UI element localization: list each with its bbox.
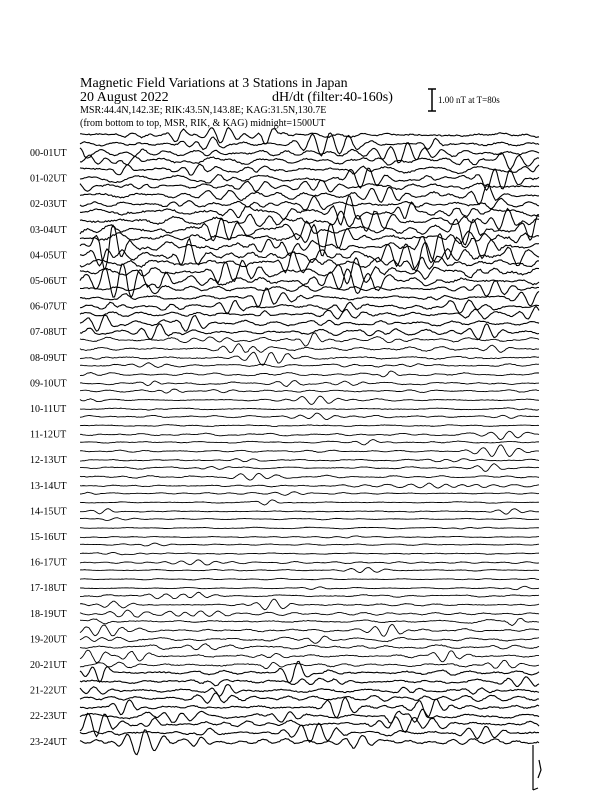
row-label-13-14UT: 13-14UT [30,480,67,492]
trace-KAG-00-01UT [80,128,539,144]
trace-RIK-13-14UT [80,473,539,480]
trace-KAG-15-16UT [80,518,539,521]
row-label-05-06UT: 05-06UT [30,276,67,287]
trace-RIK-16-17UT [80,552,539,554]
trace-MSR-15-16UT [80,536,539,538]
trace-KAG-16-17UT [80,543,539,546]
row-label-15-16UT: 15-16UT [30,532,67,543]
row-label-10-11UT: 10-11UT [30,404,67,415]
row-label-23-24UT: 23-24UT [30,736,67,748]
scale-bar-label: 1.00 nT at T=80s [438,95,500,105]
trace-RIK-21-22UT [80,677,539,687]
trace-KAG-07-08UT [80,306,539,319]
trace-KAG-14-15UT [80,492,539,496]
trace-RIK-01-02UT [80,164,539,175]
station-order-note: (from bottom to top, MSR, RIK, & KAG) midnight=1500UT [80,118,326,129]
trace-MSR-09-10UT [80,381,539,387]
trace-RIK-08-09UT [80,344,539,353]
trace-MSR-08-09UT [80,352,539,365]
row-label-11-12UT: 11-12UT [30,429,67,441]
row-label-17-18UT: 17-18UT [30,583,67,595]
trace-RIK-11-12UT [80,425,539,427]
row-label-01-02UT: 01-02UT [30,173,67,185]
trace-RIK-20-21UT [80,650,539,663]
trace-MSR-16-17UT [80,560,539,565]
trace-end-marker [533,745,541,790]
row-label-00-01UT: 00-01UT [30,148,67,159]
trace-MSR-12-13UT [80,459,539,462]
row-label-12-13UT: 12-13UT [30,455,67,467]
trace-KAG-17-18UT [80,568,539,573]
trace-MSR-17-18UT [80,586,539,589]
trace-MSR-13-14UT [80,483,539,488]
trace-MSR-11-12UT [80,431,539,439]
trace-MSR-21-22UT [80,685,539,697]
row-label-20-21UT: 20-21UT [30,660,67,671]
trace-MSR-02-03UT [80,196,539,210]
trace-RIK-19-20UT [80,624,539,636]
trace-KAG-18-19UT [80,592,539,598]
trace-KAG-01-02UT [80,153,539,170]
end-of-record-line [533,745,541,790]
trace-KAG-22-23UT [80,693,539,703]
row-label-14-15UT: 14-15UT [30,506,67,518]
trace-KAG-10-11UT [80,389,539,393]
row-label-22-23UT: 22-23UT [30,711,67,723]
row-label-08-09UT: 08-09UT [30,352,67,364]
row-label-16-17UT: 16-17UT [30,557,67,569]
trace-MSR-20-21UT [80,660,539,668]
trace-KAG-12-13UT [80,440,539,445]
row-label-03-04UT: 03-04UT [30,224,67,236]
trace-KAG-11-12UT [80,413,539,420]
trace-KAG-21-22UT [80,661,539,682]
station-coordinates: MSR:44.4N,142.3E; RIK:43.5N,143.8E; KAG:31.5N,130.7E [80,105,327,116]
row-label-18-19UT: 18-19UT [30,608,67,620]
trace-RIK-18-19UT [80,599,539,610]
scale-bar [428,89,500,111]
row-label-09-10UT: 09-10UT [30,378,67,390]
hour-row-labels [30,148,67,748]
trace-MSR-18-19UT [80,610,539,617]
chart-date: 20 August 2022 [80,90,169,105]
trace-RIK-17-18UT [80,578,539,580]
trace-KAG-20-21UT [80,644,539,650]
trace-MSR-10-11UT [80,408,539,410]
trace-KAG-08-09UT [80,333,539,346]
trace-KAG-09-10UT [80,363,539,368]
trace-KAG-06-07UT [80,281,539,297]
trace-KAG-13-14UT [80,464,539,472]
trace-RIK-02-03UT [80,184,539,204]
trace-RIK-14-15UT [80,500,539,505]
row-label-07-08UT: 07-08UT [30,327,67,339]
trace-MSR-22-23UT [80,709,539,723]
chart-title: Magnetic Field Variations at 3 Stations in Japan [80,76,348,91]
trace-KAG-19-20UT [80,618,539,625]
chart-quantity: dH/dt (filter:40-160s) [272,90,393,105]
row-label-19-20UT: 19-20UT [30,634,67,646]
trace-MSR-14-15UT [80,509,539,515]
station-traces [80,128,539,755]
row-label-21-22UT: 21-22UT [30,685,67,697]
trace-RIK-15-16UT [80,527,539,529]
trace-MSR-07-08UT [80,324,539,340]
trace-KAG-02-03UT [80,180,539,192]
row-label-02-03UT: 02-03UT [30,199,67,211]
trace-MSR-19-20UT [80,636,539,643]
trace-MSR-06-07UT [80,300,539,313]
row-label-06-07UT: 06-07UT [30,301,67,313]
trace-RIK-09-10UT [80,371,539,377]
trace-RIK-10-11UT [80,396,539,404]
trace-KAG-23-24UT [80,713,539,736]
trace-RIK-12-13UT [80,445,539,457]
row-label-04-05UT: 04-05UT [30,250,67,262]
